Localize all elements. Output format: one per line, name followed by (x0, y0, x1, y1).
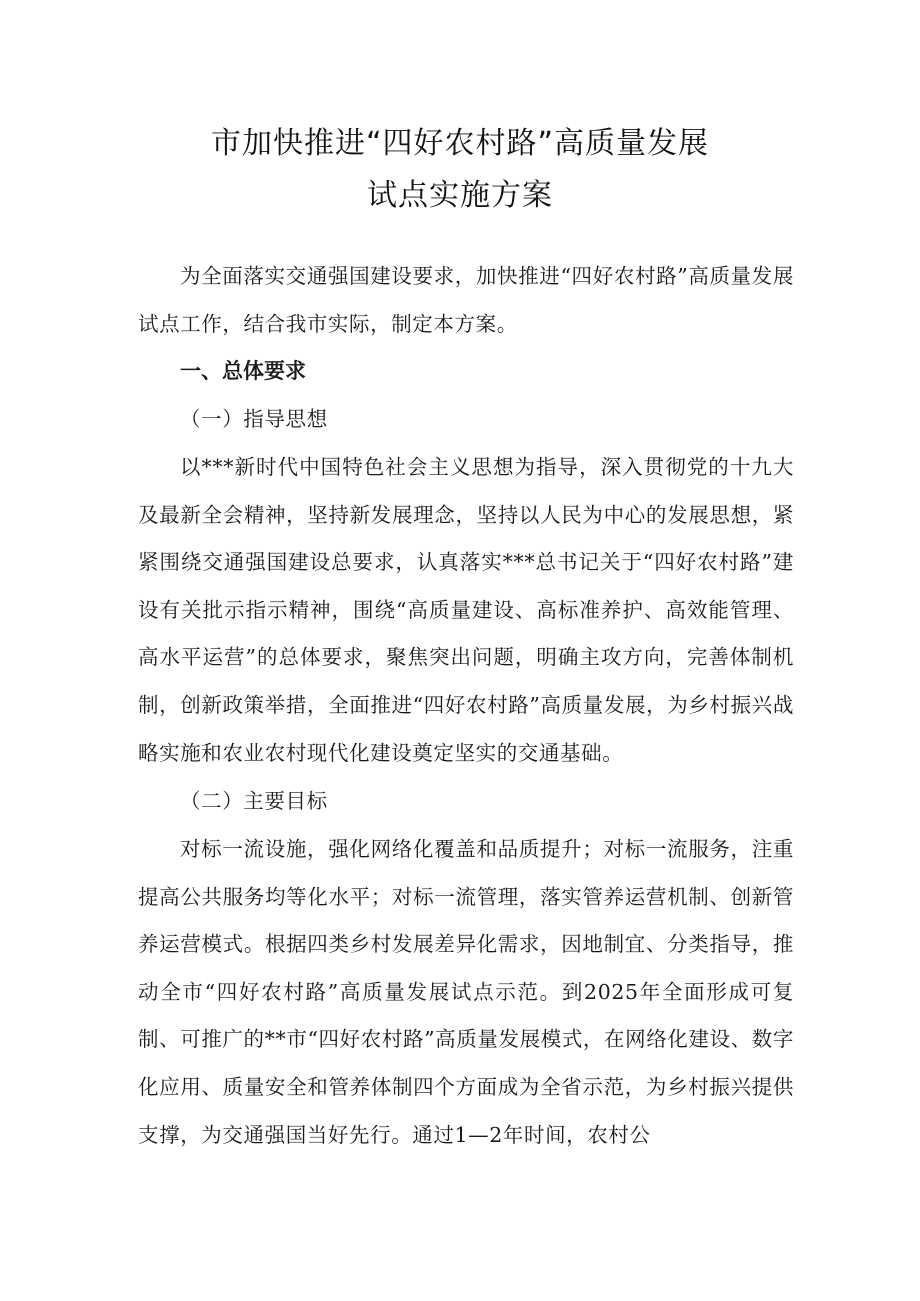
subsection-heading-guiding-ideology: （一）指导思想 (180, 407, 328, 431)
guiding-ideology-paragraph: 以***新时代中国特色社会主义思想为指导，深入贯彻党的十九大及最新全会精神，坚持新发展理念，坚持以人民为中心的发展思想，紧紧围绕交通强国建设总要求，认真落实***总书记关于“四好农村路”建设有关批示指示精神，围绕“高质量建设、高标准养护、高效能管理、高水平运营”的总体要求，聚焦突出问题，明确主攻方向，完善体制机制，创新政策举措，全面推进“四好农村路”高质量发展，为乡村振兴战略实施和农业农村现代化建设奠定坚实的交通基础。 (138, 455, 794, 765)
main-goals-paragraph: 对标一流设施，强化网络化覆盖和品质提升；对标一流服务，注重提高公共服务均等化水平；对标一流管理，落实管养运营机制、创新管养运营模式。根据四类乡村发展差异化需求，因地制宜、分类指导，推动全市“四好农村路”高质量发展试点示范。到2025年全面形成可复制、可推广的**市“四好农村路”高质量发展模式，在网络化建设、数字化应用、质量安全和管养体制四个方面成为全省示范，为乡村振兴提供支撑，为交通强国当好先行。通过1—2年时间，农村公 (138, 837, 794, 1147)
document-title-line-2: 试点实施方案 (367, 178, 553, 213)
document-title-line-1: 市加快推进“四好农村路”高质量发展 (210, 126, 710, 161)
section-heading-overall-requirements: 一、总体要求 (180, 359, 306, 383)
intro-paragraph: 为全面落实交通强国建设要求，加快推进“四好农村路”高质量发展试点工作，结合我市实际，制定本方案。 (138, 264, 794, 336)
subsection-heading-main-goals: （二）主要目标 (180, 789, 328, 813)
